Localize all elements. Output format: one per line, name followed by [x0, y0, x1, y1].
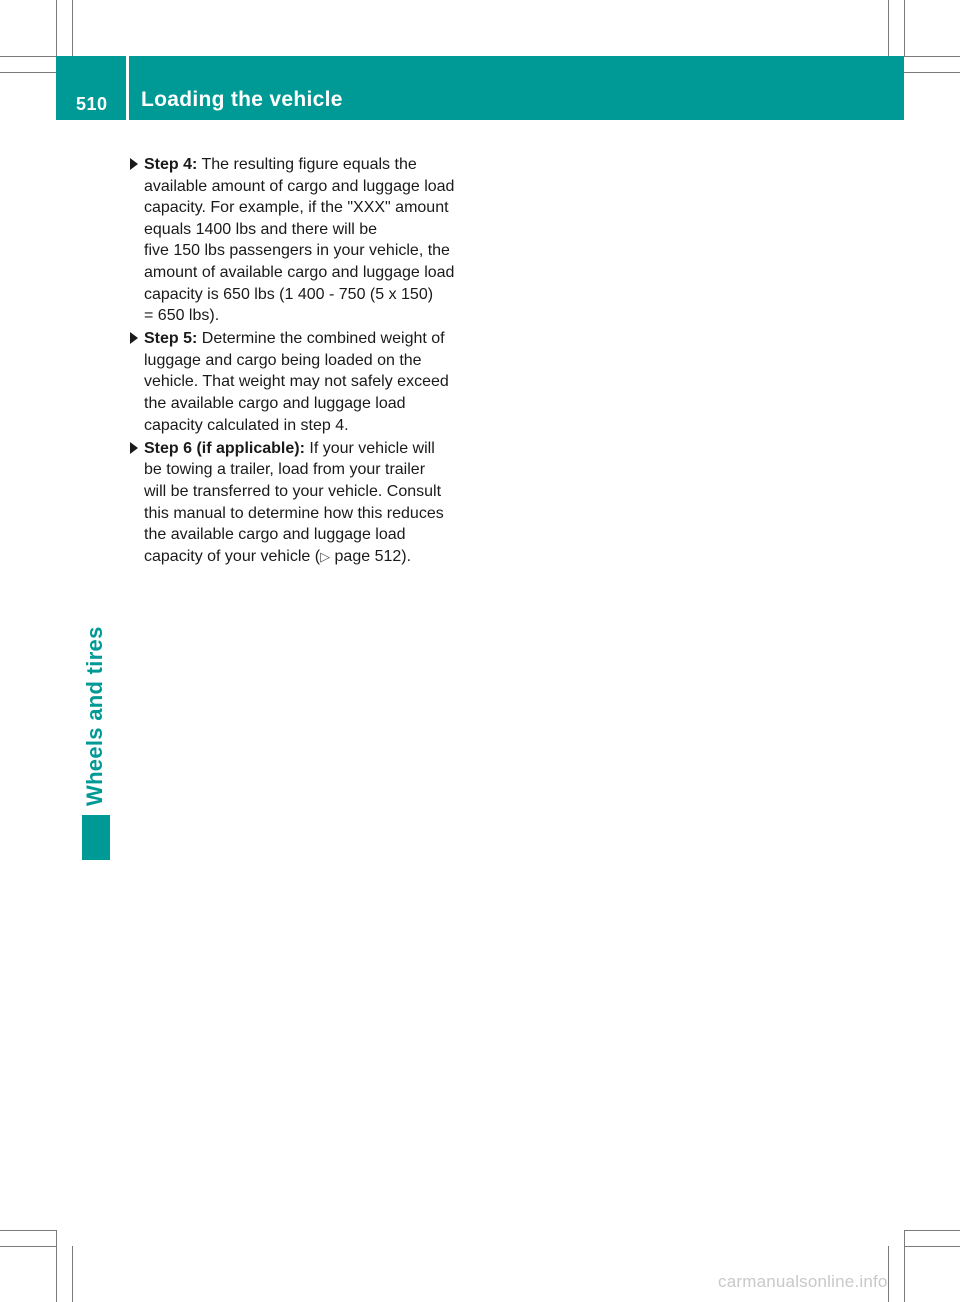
- step-line: vehicle. That weight may not safely exceed: [144, 373, 449, 391]
- step-line: five 150 lbs passengers in your vehicle, the: [144, 242, 450, 260]
- watermark: carmanualsonline.info: [718, 1272, 888, 1291]
- page-number: 510: [76, 94, 108, 114]
- step-title: Step 4:: [144, 156, 198, 173]
- crop-mark: [904, 1246, 960, 1247]
- crop-mark: [0, 56, 56, 57]
- crop-mark: [56, 0, 57, 56]
- page-reference-link[interactable]: page 512).: [330, 547, 412, 565]
- step-line: will be transferred to your vehicle. Consult: [144, 482, 442, 500]
- step-line: capacity. For example, if the "XXX" amount: [144, 199, 449, 217]
- crop-mark: [0, 1230, 56, 1231]
- step-title: Step 6 (if applicable):: [144, 439, 305, 457]
- step-line: capacity is 650 lbs (1 400 - 750 (5 x 150): [144, 285, 434, 303]
- side-tab-label: Wheels and tires: [82, 626, 107, 806]
- crop-mark: [72, 0, 73, 56]
- crop-mark: [56, 1230, 57, 1302]
- step-list: [130, 154, 462, 569]
- step-line: [144, 546, 462, 568]
- step-line: the available cargo and luggage load: [144, 526, 406, 544]
- header-divider: [126, 56, 129, 120]
- step-line: amount of available cargo and luggage load: [144, 263, 455, 281]
- crop-mark: [904, 0, 905, 56]
- step-text: Determine the combined weight of: [201, 330, 445, 348]
- step-text: If your vehicle will: [309, 439, 435, 457]
- crop-mark: [888, 0, 889, 56]
- step-line: [144, 438, 462, 460]
- step-line: this manual to determine how this reduces: [144, 504, 444, 522]
- crop-mark: [904, 1230, 905, 1302]
- crop-mark: [904, 56, 960, 57]
- crop-mark: [904, 72, 960, 73]
- crop-mark: [0, 1246, 56, 1247]
- step-line: [144, 328, 462, 350]
- step-line: the available cargo and luggage load: [144, 395, 406, 413]
- bullet-arrow-icon: [130, 332, 138, 344]
- step-line: equals 1400 lbs and there will be: [144, 220, 378, 238]
- crop-mark: [888, 1246, 889, 1302]
- step-line: luggage and cargo being loaded on the: [144, 351, 422, 369]
- bullet-arrow-icon: [130, 442, 138, 454]
- step-line: be towing a trailer, load from your trailer: [144, 461, 426, 479]
- page-reference-arrow-icon: ▷: [320, 548, 331, 564]
- step-line: available amount of cargo and luggage load: [144, 177, 455, 195]
- section-title: Loading the vehicle: [141, 88, 343, 111]
- step-item: [130, 438, 462, 568]
- step-text: capacity of your vehicle (: [144, 547, 321, 565]
- crop-mark: [904, 1230, 960, 1231]
- step-item: [130, 328, 462, 436]
- bullet-arrow-icon: [130, 158, 138, 170]
- crop-mark: [0, 72, 56, 73]
- side-tab-block: [82, 815, 110, 860]
- step-line: = 650 lbs).: [144, 307, 220, 325]
- step-item: [130, 154, 462, 327]
- step-line: capacity calculated in step 4.: [144, 416, 349, 434]
- step-line: [144, 154, 462, 176]
- crop-mark: [72, 1246, 73, 1302]
- step-text: The resulting figure equals the: [201, 156, 417, 173]
- step-title: Step 5:: [144, 330, 198, 348]
